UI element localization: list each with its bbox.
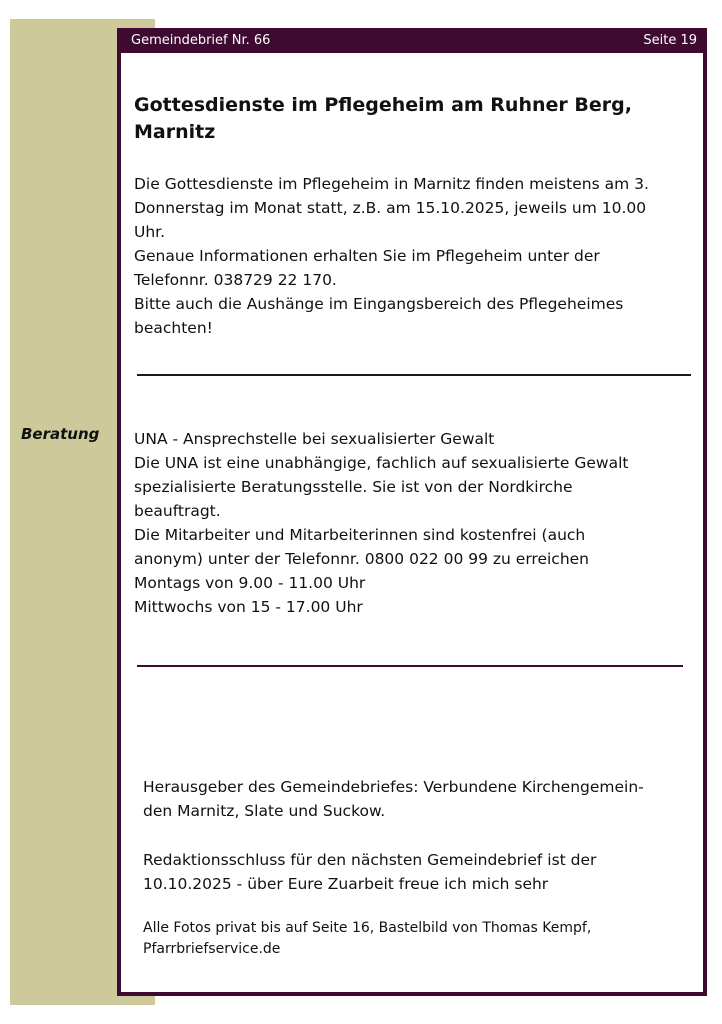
service-info-paragraph bbox=[134, 172, 699, 340]
text-line: 10.10.2025 - über Eure Zuarbeit freue ich mich sehr bbox=[143, 875, 549, 893]
text-line: UNA - Ansprechstelle bei sexualisierter Gewalt bbox=[134, 430, 495, 448]
text-line: Genaue Informationen erhalten Sie im Pflegeheim unter der bbox=[134, 247, 600, 265]
text-line: anonym) unter der Telefonnr. 0800 022 00 99 zu erreichen bbox=[134, 550, 590, 568]
text-line: beauftragt. bbox=[134, 502, 221, 520]
newsletter-issue: Gemeindebrief Nr. 66 bbox=[131, 33, 271, 48]
text-line: Redaktionsschluss für den nächsten Gemeindebrief ist der bbox=[143, 851, 597, 869]
text-line: den Marnitz, Slate und Suckow. bbox=[143, 802, 386, 820]
article-title bbox=[134, 92, 694, 146]
text-line: Uhr. bbox=[134, 223, 166, 241]
text-line: Bitte auch die Aushänge im Eingangsbereich des Pflegeheimes bbox=[134, 295, 624, 313]
section-divider bbox=[137, 374, 691, 376]
deadline-paragraph bbox=[143, 848, 698, 896]
text-line: Mittwochs von 15 - 17.00 Uhr bbox=[134, 598, 363, 616]
sidebar-label-beratung: Beratung bbox=[21, 425, 100, 443]
text-line: Die Gottesdienste im Pflegeheim in Marnitz finden meistens am 3. bbox=[134, 175, 649, 193]
header-bar bbox=[117, 28, 707, 53]
text-line: Pfarrbriefservice.de bbox=[143, 941, 281, 957]
counseling-paragraph bbox=[134, 427, 699, 619]
section-divider bbox=[137, 665, 683, 667]
publisher-paragraph bbox=[143, 775, 698, 823]
text-line: Herausgeber des Gemeindebriefes: Verbundene Kirchengemein- bbox=[143, 778, 644, 796]
text-line: Montags von 9.00 - 11.00 Uhr bbox=[134, 574, 366, 592]
text-line: Die UNA ist eine unabhängige, fachlich auf sexualisierte Gewalt bbox=[134, 454, 629, 472]
text-line: Alle Fotos privat bis auf Seite 16, Bastelbild von Thomas Kempf, bbox=[143, 920, 592, 936]
text-line: spezialisierte Beratungsstelle. Sie ist von der Nordkirche bbox=[134, 478, 573, 496]
photo-credits-paragraph bbox=[143, 918, 698, 960]
text-line: Donnerstag im Monat statt, z.B. am 15.10.2025, jeweils um 10.00 bbox=[134, 199, 647, 217]
text-line: Die Mitarbeiter und Mitarbeiterinnen sind kostenfrei (auch bbox=[134, 526, 586, 544]
text-line: beachten! bbox=[134, 319, 213, 337]
text-line: Telefonnr. 038729 22 170. bbox=[134, 271, 337, 289]
article-title-line-2: Marnitz bbox=[134, 121, 216, 143]
page-number: Seite 19 bbox=[643, 33, 697, 48]
article-title-line-1: Gottesdienste im Pflegeheim am Ruhner Berg, bbox=[134, 94, 632, 116]
